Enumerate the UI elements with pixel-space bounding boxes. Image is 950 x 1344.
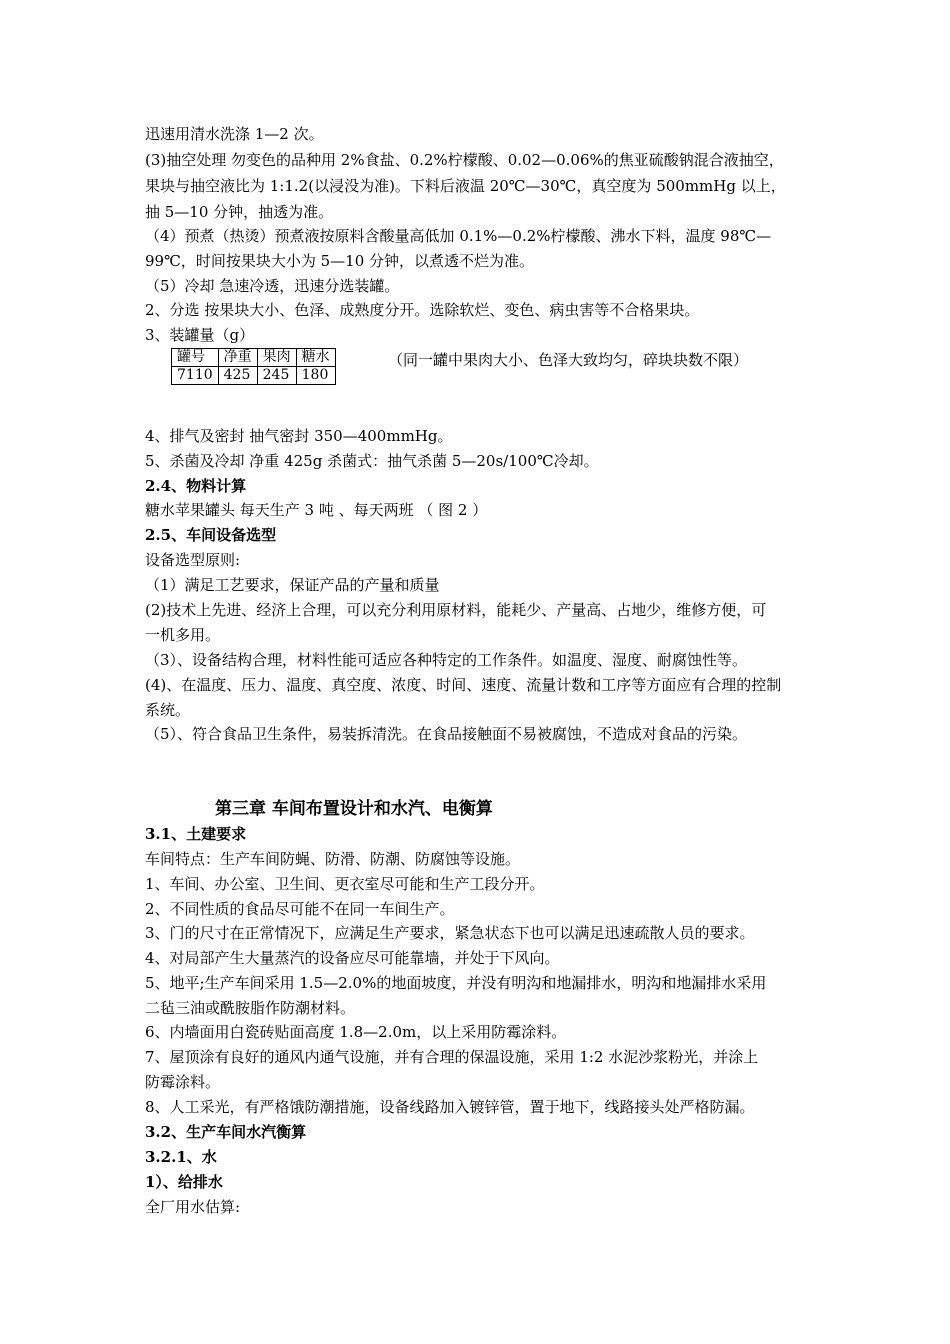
chapter-title: 第三章 车间布置设计和水汽、电衡算 [215,799,493,819]
table-header-cell: 糖水 [296,349,335,367]
table-header-cell: 罐号 [172,349,219,367]
subsection-heading: 1）、给排水 [145,1173,223,1191]
table-note: （同一罐中果肉大小、色泽大致均匀，碎块块数不限） [388,351,749,369]
table-cell: 180 [296,367,335,385]
canning-table [171,348,336,385]
text-line: 8、人工采光，有严格饿防潮措施，设备线路加入镀锌管，置于地下，线路接头处严格防漏。 [145,1098,755,1116]
section-heading: 2.4、物料计算 [145,477,247,495]
text-line: 一机多用。 [145,626,221,644]
subsection-heading: 3.2.1、水 [145,1148,217,1166]
text-line: 6、内墙面用白瓷砖贴面高度 1.8—2.0m，以上采用防霉涂料。 [145,1023,567,1041]
text-line: (4)、在温度、压力、温度、真空度、浓度、时间、速度、流量计数和工序等方面应有合理的控制 [145,676,782,694]
text-line: 2、不同性质的食品尽可能不在同一车间生产。 [145,900,455,918]
text-line: （3）、设备结构合理，材料性能可适应各种特定的工作条件。如温度、湿度、耐腐蚀性等。 [145,651,748,669]
text-line: 迅速用清水洗涤 1—2 次。 [145,125,324,143]
section-heading: 3.1、土建要求 [145,825,247,843]
text-line: 3、装罐量（g） [145,326,255,344]
text-line: 5、地平;生产车间采用 1.5—2.0%的地面坡度，并没有明沟和地漏排水，明沟和地漏排水采用 [145,974,767,992]
table-header-cell: 净重 [218,349,257,367]
text-line: 4、排气及密封 抽气密封 350—400mmHg。 [145,427,453,445]
text-line: 二毡三油或酰胺脂作防潮材料。 [145,999,356,1017]
text-line: 系统。 [145,701,191,719]
text-line: 5、杀菌及冷却 净重 425g 杀菌式：抽气杀菌 5—20s/100℃冷却。 [145,452,599,470]
text-line: 3、门的尺寸在正常情况下，应满足生产要求，紧急状态下也可以满足迅速疏散人员的要求。 [145,924,755,942]
text-line: 糖水苹果罐头 每天生产 3 吨 、每天两班 （ 图 2 ） [145,501,488,519]
text-line: （5）冷却 急速冷透，迅速分选装罐。 [145,277,400,295]
section-heading: 2.5、车间设备选型 [145,526,277,544]
text-line: （5）、符合食品卫生条件，易装拆清洗。在食品接触面不易被腐蚀，不造成对食品的污染。 [145,725,748,743]
text-line: 全厂用水估算: [145,1198,241,1216]
table-cell: 245 [257,367,296,385]
table-cell: 7110 [172,367,219,385]
text-line: （1）满足工艺要求，保证产品的产量和质量 [145,576,440,594]
section-heading: 3.2、生产车间水汽衡算 [145,1123,307,1141]
table-header-row [172,349,336,367]
text-line: 防霉涂料。 [145,1073,221,1091]
text-line: 7、屋顶涂有良好的通风内通气设施，并有合理的保温设施，采用 1:2 水泥沙浆粉光，并涂上 [145,1048,759,1066]
table-cell: 425 [218,367,257,385]
text-line: (2)技术上先进、经济上合理，可以充分利用原材料，能耗少、产量高、占地少，维修方便，可 [145,601,767,619]
text-line: (3)抽空处理 勿变色的品种用 2%食盐、0.2%柠檬酸、0.02—0.06%的焦亚硫酸钠混合液抽空， [145,151,784,169]
text-line: 99℃，时间按果块大小为 5—10 分钟，以煮透不烂为准。 [145,252,535,270]
text-line: 果块与抽空液比为 1:1.2(以浸没为准)。下料后液温 20℃—30℃，真空度为 500mmHg 以上， [145,177,786,195]
text-line: 4、对局部产生大量蒸汽的设备应尽可能靠墙，并处于下风向。 [145,949,560,967]
table-row [172,367,336,385]
text-line: 1、车间、办公室、卫生间、更衣室尽可能和生产工段分开。 [145,875,545,893]
text-line: 2、分选 按果块大小、色泽、成熟度分开。选除软烂、变色、病虫害等不合格果块。 [145,301,700,319]
text-line: 设备选型原则: [145,551,241,569]
table-header-cell: 果肉 [257,349,296,367]
text-line: （4）预煮（热烫）预煮液按原料含酸量高低加 0.1%—0.2%柠檬酸、沸水下料，温度 98℃— [145,227,772,245]
text-line: 车间特点：生产车间防蝇、防滑、防潮、防腐蚀等设施。 [145,850,521,868]
text-line: 抽 5—10 分钟，抽透为准。 [145,203,334,221]
